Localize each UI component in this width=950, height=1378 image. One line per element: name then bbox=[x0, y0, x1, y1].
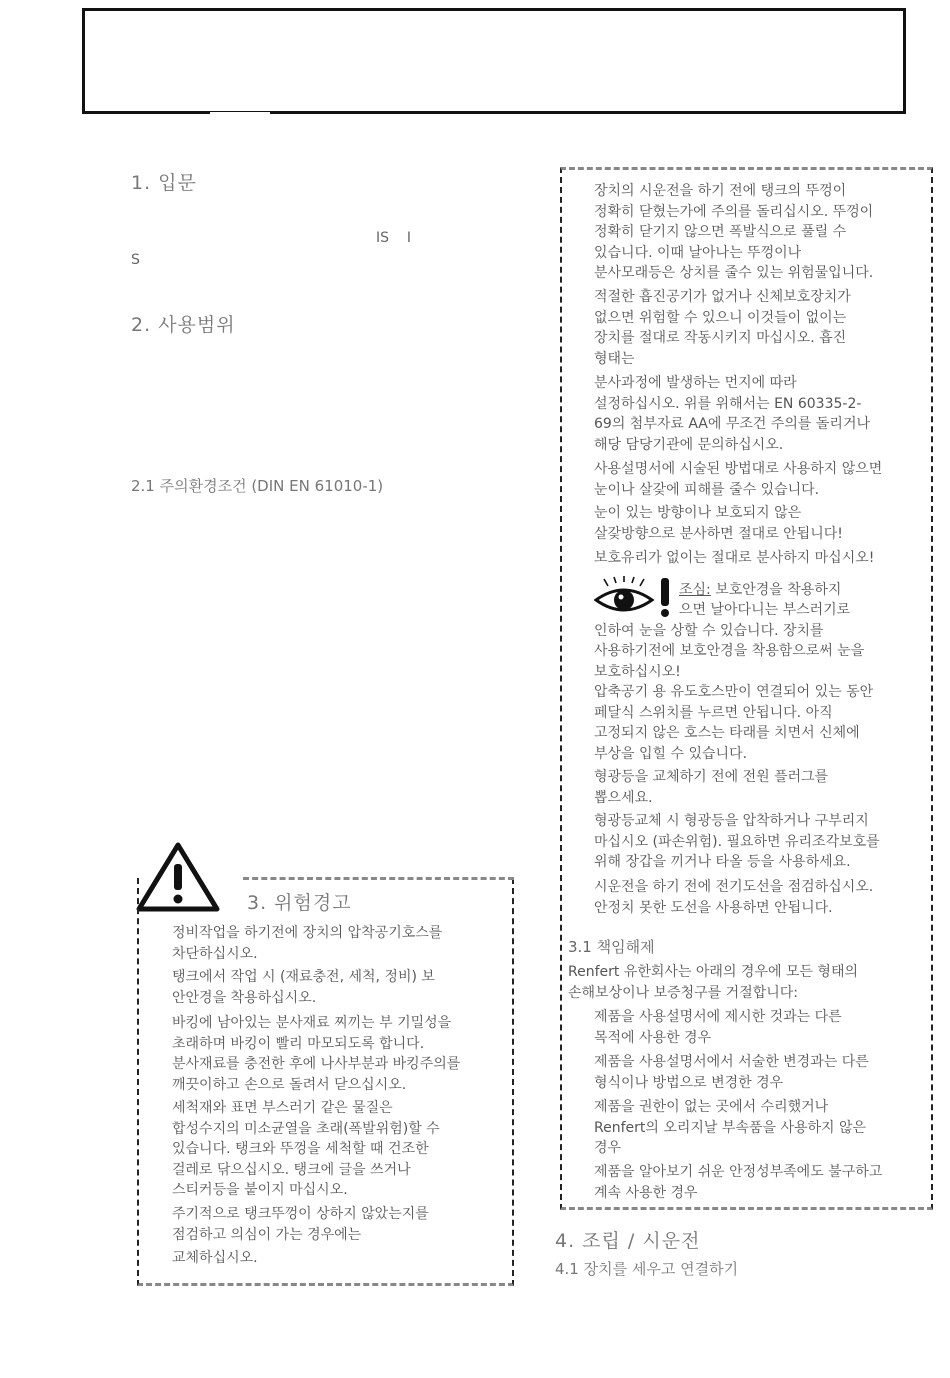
caution-lead bbox=[679, 580, 841, 601]
safety-paragraph-3: 분사과정에 발생하는 먼지에 따라 설정하십시오. 위를 위해서는 EN 60335-2- 69의 첨부자료 AA에 무조건 주의를 돌리거나 해당 담당기관에 문의하십시오. bbox=[594, 375, 870, 453]
danger-paragraph-3: 바킹에 남아있는 분사재료 찌끼는 부 기밀성을 초래하며 바킹이 빨리 마모되도록 합니다. 분사재료를 충전한 후에 나사부분과 바킹주의를 깨끗이하고 손으로 돌려서 닫으십시오. bbox=[172, 1015, 461, 1093]
danger-paragraph-4: 세척재와 표면 부스러기 같은 물질은 합성수지의 미소균열을 초래(폭발위험)할 수 있습니다. 탱크와 뚜껑을 세척할 때 건조한 걸레로 닦으십시오. 탱크에 글을 쓰거나 스티커등을 붙이지 마십시오. bbox=[172, 1100, 440, 1198]
safety-paragraph-9: 형광등을 교체하기 전에 전원 플러그를 뽑으세요. bbox=[594, 769, 829, 806]
assembly-subheading: 4.1 장치를 세우고 연결하기 bbox=[555, 1260, 739, 1278]
caution-paragraph: 으면 날아다니는 부스러기로 인하여 눈을 상할 수 있습니다. 장치를 사용하기전에 보호안경을 착용함으로써 눈을 보호하십시오! bbox=[594, 602, 865, 680]
liability-item: 제품을 사용설명서에서 서술한 변경과는 다른 형식이나 방법으로 변경한 경우 bbox=[594, 1054, 869, 1091]
safety-paragraph-10: 형광등교체 시 형광등을 압착하거나 구부리지 마십시오 (파손위험). 필요하면 유리조각보호를 위해 장갑을 끼거나 타올 등을 사용하세요. bbox=[594, 813, 880, 870]
safety-paragraph-6: 보호유리가 없이는 절대로 분사하지 마십시오! bbox=[594, 550, 875, 566]
safety-paragraph-1: 장치의 시운전을 하기 전에 탱크의 뚜껑이 정확히 닫혔는가에 주의를 돌리십시오. 뚜껑이 정확히 닫기지 않으면 폭발식으로 풀릴 수 있습니다. 이때 날아나는 뚜껑이나 분사모래등은 상치를 줄수 있는 위험물입니다. bbox=[594, 183, 874, 281]
intro-heading: 1. 입문 bbox=[131, 172, 197, 194]
scope-heading: 2. 사용범위 bbox=[131, 314, 236, 336]
header-frame bbox=[82, 8, 906, 114]
danger-paragraph-2: 탱크에서 작업 시 (재료충전, 세척, 정비) 보 안안경을 착용하십시오. bbox=[172, 969, 435, 1006]
safety-paragraph-4: 사용설명서에 시술된 방법대로 사용하지 않으면 눈이나 살갗에 피해를 줄수 있습니다. bbox=[594, 461, 883, 498]
liability-heading: 3.1 책임해제 bbox=[568, 938, 655, 956]
safety-paragraph-11: 시운전을 하기 전에 전기도선을 점검하십시오. 안정치 못한 도선을 사용하면 안됩니다. bbox=[594, 879, 874, 916]
danger-heading: 3. 위험경고 bbox=[247, 892, 352, 914]
danger-paragraph-5: 주기적으로 탱크뚜껑이 상하지 않았는지를 점검하고 의심이 가는 경우에는 bbox=[172, 1206, 429, 1243]
assembly-heading: 4. 조립 / 시운전 bbox=[555, 1230, 701, 1252]
safety-paragraph-5: 눈이 있는 방향이나 보호되지 않은 살갗방향으로 분사하면 절대로 안됩니다! bbox=[594, 505, 843, 542]
danger-box-top-border bbox=[243, 877, 514, 880]
liability-intro: Renfert 유한회사는 아래의 경우에 모든 형태의 손해보상이나 보증청구를 거절합니다: bbox=[568, 964, 859, 1001]
liability-item: 제품을 권한이 없는 곳에서 수리했거나 Renfert의 오리지날 부속품을 사용하지 않은 경우 bbox=[594, 1099, 867, 1156]
danger-paragraph-6: 교체하십시오. bbox=[172, 1250, 258, 1266]
header-frame-gap bbox=[210, 112, 270, 118]
intro-fragment-b: S bbox=[131, 252, 140, 268]
intro-fragment-a: IS I bbox=[376, 230, 411, 246]
safety-paragraph-2: 적절한 흡진공기가 없거나 신체보호장치가 없으면 위험할 수 있으니 이것들이 없이는 장치를 절대로 작동시키지 마십시오. 흡진 형태는 bbox=[594, 289, 851, 367]
env-heading: 2.1 주의환경조건 (DIN EN 61010-1) bbox=[131, 477, 384, 495]
liability-item: 제품을 알아보기 쉬운 안정성부족에도 불구하고 계속 사용한 경우 bbox=[594, 1164, 883, 1201]
caution-text-a: 보호안경을 착용하지 bbox=[710, 582, 842, 598]
caution-label: 조심: bbox=[679, 582, 711, 598]
safety-paragraph-8: 압축공기 용 유도호스만이 연결되어 있는 동안 페달식 스위치를 누르면 안됩니다. 아직 고정되지 않은 호스는 타래를 치면서 신체에 부상을 입힐 수 있습니다. bbox=[594, 684, 874, 762]
danger-paragraph-1: 정비작업을 하기전에 장치의 압착공기호스를 차단하십시오. bbox=[172, 925, 443, 962]
liability-item: 제품을 사용설명서에 제시한 것과는 다른 목적에 사용한 경우 bbox=[594, 1009, 842, 1046]
